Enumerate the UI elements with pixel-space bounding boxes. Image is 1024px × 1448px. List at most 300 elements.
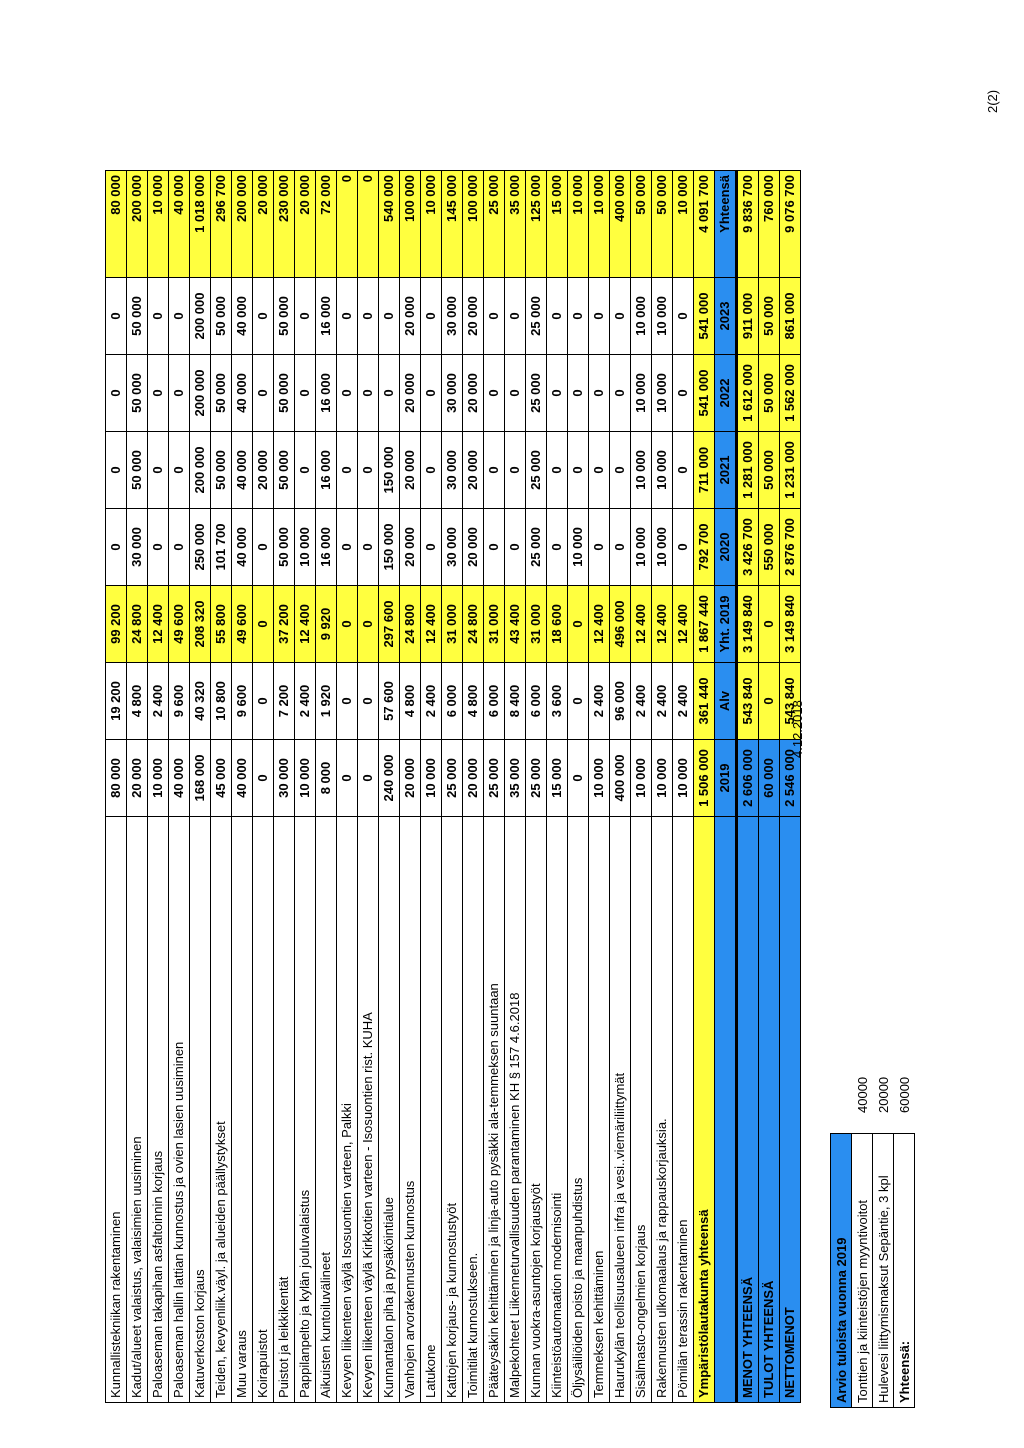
cell-alv: 0 xyxy=(337,663,358,740)
cell-label: Pappilanpelto ja kylän jouluvalaistus xyxy=(295,817,316,1403)
cell-total: 540 000 xyxy=(379,171,400,278)
cell-c2022: 0 xyxy=(484,355,505,432)
cell-c2022: 0 xyxy=(358,355,379,432)
cell-c2023: 0 xyxy=(379,278,400,355)
cell-alv: 19 200 xyxy=(106,663,127,740)
cell-c2019: 20 000 xyxy=(400,740,421,817)
page-number: 2(2) xyxy=(985,89,1000,113)
cell-c2022: 2022 xyxy=(715,355,737,432)
table-row xyxy=(442,171,463,1403)
cell-c2020: 10 000 xyxy=(631,509,652,586)
table-row xyxy=(484,171,505,1403)
cell-c2020: 0 xyxy=(610,509,631,586)
cell-total: 80 000 xyxy=(106,171,127,278)
cell-c2023: 0 xyxy=(568,278,589,355)
cell-alv: 2 400 xyxy=(589,663,610,740)
cell-c2019: 10 000 xyxy=(148,740,169,817)
cell-yht2019: 12 400 xyxy=(631,586,652,663)
cell-c2022: 0 xyxy=(673,355,694,432)
cell-alv: 2 400 xyxy=(631,663,652,740)
budget-table xyxy=(105,170,801,1403)
cell-total: 10 000 xyxy=(421,171,442,278)
cell-alv: 4 800 xyxy=(127,663,148,740)
cell-c2023: 0 xyxy=(148,278,169,355)
cell-c2019: 60 000 xyxy=(759,740,780,817)
cell-c2020: 2020 xyxy=(715,509,737,586)
cell-total: 100 000 xyxy=(463,171,484,278)
cell-total: 145 000 xyxy=(442,171,463,278)
cell-alv: 7 200 xyxy=(274,663,295,740)
cell-label: Puistot ja leikkikentät xyxy=(274,817,295,1403)
cell-c2022: 0 xyxy=(421,355,442,432)
cell-label: Koirapuistot xyxy=(253,817,274,1403)
cell-c2019: 400 000 xyxy=(610,740,631,817)
cell-c2020: 0 xyxy=(547,509,568,586)
estimate-total-label: Yhteensä: xyxy=(894,1134,915,1408)
cell-alv: 3 600 xyxy=(547,663,568,740)
cell-c2019: 40 000 xyxy=(169,740,190,817)
cell-c2020: 0 xyxy=(106,509,127,586)
cell-c2022: 0 xyxy=(589,355,610,432)
cell-c2020: 20 000 xyxy=(400,509,421,586)
cell-yht2019: 1 867 440 xyxy=(694,586,715,663)
cell-c2023: 20 000 xyxy=(463,278,484,355)
cell-yht2019: 12 400 xyxy=(673,586,694,663)
table-row xyxy=(568,171,589,1403)
cell-total: 1 018 000 xyxy=(190,171,211,278)
cell-alv: 543 840 xyxy=(780,663,801,740)
cell-total: 0 xyxy=(337,171,358,278)
table-row xyxy=(316,171,337,1403)
cell-c2023: 911 000 xyxy=(737,278,759,355)
cell-total: 9 836 700 xyxy=(737,171,759,278)
estimate-row-label: Tonttien ja kiinteistöjen myyntivoitot xyxy=(852,1134,873,1408)
cell-label: Muu varaus xyxy=(232,817,253,1403)
cell-total: 125 000 xyxy=(526,171,547,278)
cell-alv: 9 600 xyxy=(232,663,253,740)
table-row xyxy=(652,171,673,1403)
cell-alv: 543 840 xyxy=(737,663,759,740)
estimate-row-value: 20000 xyxy=(875,1076,891,1113)
cell-yht2019: 3 149 840 xyxy=(737,586,759,663)
cell-total: 20 000 xyxy=(253,171,274,278)
cell-c2020: 101 700 xyxy=(211,509,232,586)
cell-c2020: 10 000 xyxy=(295,509,316,586)
cell-c2019: 35 000 xyxy=(505,740,526,817)
cell-c2020: 16 000 xyxy=(316,509,337,586)
cell-label: Kunnantalon piha ja pysäköintialue xyxy=(379,817,400,1403)
cell-c2023: 0 xyxy=(253,278,274,355)
cell-c2022: 0 xyxy=(169,355,190,432)
cell-yht2019: Yht. 2019 xyxy=(715,586,737,663)
table-row xyxy=(295,171,316,1403)
cell-yht2019: 12 400 xyxy=(589,586,610,663)
cell-c2023: 50 000 xyxy=(211,278,232,355)
cell-c2023: 10 000 xyxy=(652,278,673,355)
table-row xyxy=(211,171,232,1403)
cell-c2020: 0 xyxy=(253,509,274,586)
cell-alv: 2 400 xyxy=(295,663,316,740)
cell-yht2019: 37 200 xyxy=(274,586,295,663)
cell-yht2019: 12 400 xyxy=(421,586,442,663)
estimate-total-value: 60000 xyxy=(896,1076,912,1113)
cell-yht2019: 12 400 xyxy=(652,586,673,663)
cell-c2019: 10 000 xyxy=(295,740,316,817)
cell-c2023: 0 xyxy=(673,278,694,355)
cell-c2022: 0 xyxy=(295,355,316,432)
cell-yht2019: 12 400 xyxy=(148,586,169,663)
cell-c2023: 25 000 xyxy=(526,278,547,355)
cell-c2022: 0 xyxy=(610,355,631,432)
cell-yht2019: 496 000 xyxy=(610,586,631,663)
cell-alv: 2 400 xyxy=(652,663,673,740)
cell-alv: 0 xyxy=(759,663,780,740)
cell-c2020: 40 000 xyxy=(232,509,253,586)
cell-c2021: 0 xyxy=(169,432,190,509)
table-row xyxy=(463,171,484,1403)
cell-label: Ympäristölautakunta yhteensä xyxy=(694,817,715,1403)
income-estimate-table xyxy=(830,1013,915,1408)
table-row xyxy=(526,171,547,1403)
cell-c2019: 40 000 xyxy=(232,740,253,817)
cell-c2020: 10 000 xyxy=(652,509,673,586)
cell-c2019: 0 xyxy=(253,740,274,817)
cell-c2021: 50 000 xyxy=(759,432,780,509)
cell-c2021: 0 xyxy=(106,432,127,509)
cell-total: 72 000 xyxy=(316,171,337,278)
cell-c2020: 25 000 xyxy=(526,509,547,586)
cell-total: 10 000 xyxy=(568,171,589,278)
cell-label: TULOT YHTEENSÄ xyxy=(759,817,780,1403)
cell-c2021: 20 000 xyxy=(253,432,274,509)
cell-total: 200 000 xyxy=(232,171,253,278)
cell-alv: 0 xyxy=(253,663,274,740)
cell-c2021: 0 xyxy=(148,432,169,509)
cell-c2022: 50 000 xyxy=(759,355,780,432)
cell-c2021: 0 xyxy=(673,432,694,509)
cell-c2022: 0 xyxy=(505,355,526,432)
cell-c2023: 16 000 xyxy=(316,278,337,355)
cell-alv: 4 800 xyxy=(400,663,421,740)
cell-c2021: 150 000 xyxy=(379,432,400,509)
table-row xyxy=(505,171,526,1403)
cell-c2019: 8 000 xyxy=(316,740,337,817)
cell-c2022: 1 562 000 xyxy=(780,355,801,432)
cell-total: 296 700 xyxy=(211,171,232,278)
cell-c2021: 0 xyxy=(610,432,631,509)
cell-c2019: 10 000 xyxy=(652,740,673,817)
cell-total: 50 000 xyxy=(631,171,652,278)
cell-c2022: 20 000 xyxy=(400,355,421,432)
cell-c2021: 50 000 xyxy=(127,432,148,509)
cell-c2020: 550 000 xyxy=(759,509,780,586)
cell-c2022: 10 000 xyxy=(652,355,673,432)
cell-alv: 0 xyxy=(358,663,379,740)
cell-c2019: 15 000 xyxy=(547,740,568,817)
cell-c2023: 0 xyxy=(589,278,610,355)
table-row xyxy=(169,171,190,1403)
cell-yht2019: 31 000 xyxy=(442,586,463,663)
cell-alv: 40 320 xyxy=(190,663,211,740)
cell-yht2019: 0 xyxy=(759,586,780,663)
cell-label: Haurukylän teollisuusalueen infra ja vesi..viemäriliittymät xyxy=(610,817,631,1403)
cell-yht2019: 208 320 xyxy=(190,586,211,663)
cell-c2020: 0 xyxy=(337,509,358,586)
cell-c2020: 250 000 xyxy=(190,509,211,586)
cell-c2019: 45 000 xyxy=(211,740,232,817)
cell-c2019: 20 000 xyxy=(127,740,148,817)
cell-c2019: 2 546 000 xyxy=(780,740,801,817)
cell-c2019: 168 000 xyxy=(190,740,211,817)
cell-alv: 361 440 xyxy=(694,663,715,740)
cell-c2022: 541 000 xyxy=(694,355,715,432)
cell-yht2019: 0 xyxy=(253,586,274,663)
cell-c2023: 10 000 xyxy=(631,278,652,355)
cell-c2021: 0 xyxy=(337,432,358,509)
cell-yht2019: 43 400 xyxy=(505,586,526,663)
summary-row xyxy=(780,171,801,1403)
table-row xyxy=(589,171,610,1403)
cell-c2021: 30 000 xyxy=(442,432,463,509)
cell-c2023: 0 xyxy=(547,278,568,355)
table-row xyxy=(421,171,442,1403)
table-row xyxy=(337,171,358,1403)
table-row xyxy=(232,171,253,1403)
cell-c2021: 0 xyxy=(358,432,379,509)
cell-label: Vanhojen arvorakennusten kunnostus xyxy=(400,817,421,1403)
table-row xyxy=(127,171,148,1403)
cell-label: Kunnan vuokra-asuntojen korjaustyöt xyxy=(526,817,547,1403)
cell-c2020: 150 000 xyxy=(379,509,400,586)
cell-c2023: 50 000 xyxy=(759,278,780,355)
cell-c2019: 2 606 000 xyxy=(737,740,759,817)
table-row xyxy=(148,171,169,1403)
cell-label: Öljysäiliöiden poisto ja maanpuhdistus xyxy=(568,817,589,1403)
cell-alv: 6 000 xyxy=(484,663,505,740)
cell-c2022: 0 xyxy=(379,355,400,432)
cell-c2019: 25 000 xyxy=(442,740,463,817)
cell-c2019: 0 xyxy=(358,740,379,817)
cell-c2022: 10 000 xyxy=(631,355,652,432)
cell-c2020: 0 xyxy=(169,509,190,586)
cell-c2019: 10 000 xyxy=(589,740,610,817)
table-row xyxy=(253,171,274,1403)
cell-c2021: 50 000 xyxy=(211,432,232,509)
cell-c2021: 711 000 xyxy=(694,432,715,509)
cell-label: Paloaseman hallin lattian kunnostus ja ovien lasien uusiminen xyxy=(169,817,190,1403)
cell-c2023: 50 000 xyxy=(127,278,148,355)
cell-c2022: 0 xyxy=(148,355,169,432)
cell-c2022: 25 000 xyxy=(526,355,547,432)
cell-alv: 4 800 xyxy=(463,663,484,740)
cell-yht2019: 3 149 840 xyxy=(780,586,801,663)
cell-total: 15 000 xyxy=(547,171,568,278)
cell-yht2019: 31 000 xyxy=(484,586,505,663)
cell-c2023: 0 xyxy=(484,278,505,355)
cell-c2020: 30 000 xyxy=(127,509,148,586)
column-header-row xyxy=(715,171,737,1403)
cell-total: 4 091 700 xyxy=(694,171,715,278)
cell-label: Kadut/alueet valaistus, valaisimien uusiminen xyxy=(127,817,148,1403)
cell-c2021: 20 000 xyxy=(463,432,484,509)
cell-c2019: 10 000 xyxy=(673,740,694,817)
cell-c2021: 40 000 xyxy=(232,432,253,509)
table-row xyxy=(274,171,295,1403)
cell-alv: 57 600 xyxy=(379,663,400,740)
cell-alv: Alv xyxy=(715,663,737,740)
cell-c2020: 0 xyxy=(484,509,505,586)
cell-c2021: 0 xyxy=(589,432,610,509)
cell-c2020: 792 700 xyxy=(694,509,715,586)
document-date: 4.12.2018 xyxy=(790,700,805,758)
cell-c2023: 0 xyxy=(505,278,526,355)
cell-c2022: 50 000 xyxy=(274,355,295,432)
cell-label: Kevyen liikenteen väylä Isosuontien varteen, Palkki xyxy=(337,817,358,1403)
cell-c2023: 2023 xyxy=(715,278,737,355)
cell-c2023: 0 xyxy=(337,278,358,355)
table-row xyxy=(631,171,652,1403)
cell-yht2019: 31 000 xyxy=(526,586,547,663)
cell-total: 10 000 xyxy=(673,171,694,278)
cell-alv: 2 400 xyxy=(421,663,442,740)
cell-label: Sisälmasto-ongelmien korjaus xyxy=(631,817,652,1403)
cell-label: Malpekohteet Liikenneturvallisuuden parantaminen KH § 157 4.6.2018 xyxy=(505,817,526,1403)
cell-c2023: 861 000 xyxy=(780,278,801,355)
cell-yht2019: 24 800 xyxy=(400,586,421,663)
cell-total: 40 000 xyxy=(169,171,190,278)
cell-alv: 96 000 xyxy=(610,663,631,740)
cell-c2022: 30 000 xyxy=(442,355,463,432)
estimate-row-value: 40000 xyxy=(854,1076,870,1113)
cell-label: Temmeksen kehittäminen xyxy=(589,817,610,1403)
cell-c2020: 50 000 xyxy=(274,509,295,586)
cell-label: Toimitilat kunnostukseen. xyxy=(463,817,484,1403)
cell-c2023: 0 xyxy=(106,278,127,355)
cell-c2021: 0 xyxy=(568,432,589,509)
cell-c2022: 20 000 xyxy=(463,355,484,432)
cell-label: Kattojen korjaus- ja kunnostustyöt xyxy=(442,817,463,1403)
cell-c2022: 50 000 xyxy=(211,355,232,432)
cell-alv: 2 400 xyxy=(148,663,169,740)
cell-yht2019: 0 xyxy=(358,586,379,663)
cell-c2023: 200 000 xyxy=(190,278,211,355)
cell-label: Kunnallistekniikan rakentaminen xyxy=(106,817,127,1403)
cell-label: Kevyen liikenteen väylä Kirkkotien varteen - Isosuontien rist. KUHA xyxy=(358,817,379,1403)
cell-c2022: 40 000 xyxy=(232,355,253,432)
cell-label: Latukone xyxy=(421,817,442,1403)
cell-c2022: 1 612 000 xyxy=(737,355,759,432)
cell-c2021: 1 231 000 xyxy=(780,432,801,509)
cell-c2021: 2021 xyxy=(715,432,737,509)
cell-alv: 2 400 xyxy=(673,663,694,740)
cell-total: Yhteensä xyxy=(715,171,737,278)
cell-c2021: 0 xyxy=(295,432,316,509)
cell-c2021: 0 xyxy=(421,432,442,509)
cell-c2019: 20 000 xyxy=(463,740,484,817)
cell-label: MENOT YHTEENSÄ xyxy=(737,817,759,1403)
cell-c2021: 16 000 xyxy=(316,432,337,509)
cell-c2023: 0 xyxy=(295,278,316,355)
cell-c2021: 50 000 xyxy=(274,432,295,509)
cell-total: 760 000 xyxy=(759,171,780,278)
cell-c2020: 0 xyxy=(421,509,442,586)
cell-c2022: 200 000 xyxy=(190,355,211,432)
cell-c2020: 0 xyxy=(673,509,694,586)
cell-label xyxy=(715,817,737,1403)
cell-yht2019: 0 xyxy=(568,586,589,663)
cell-c2021: 0 xyxy=(547,432,568,509)
cell-label: Aikuisten kuntoiluvälineet xyxy=(316,817,337,1403)
estimate-row-label: Hulevesi liittymismaksut Sepäntie, 3 kpl xyxy=(873,1134,894,1408)
cell-total: 100 000 xyxy=(400,171,421,278)
cell-c2022: 50 000 xyxy=(127,355,148,432)
table-row xyxy=(106,171,127,1403)
cell-c2019: 30 000 xyxy=(274,740,295,817)
cell-c2019: 80 000 xyxy=(106,740,127,817)
cell-total: 25 000 xyxy=(484,171,505,278)
table-row xyxy=(610,171,631,1403)
cell-c2023: 0 xyxy=(169,278,190,355)
cell-c2021: 0 xyxy=(505,432,526,509)
cell-yht2019: 9 920 xyxy=(316,586,337,663)
cell-c2023: 50 000 xyxy=(274,278,295,355)
cell-alv: 0 xyxy=(568,663,589,740)
cell-c2019: 1 506 000 xyxy=(694,740,715,817)
cell-c2021: 1 281 000 xyxy=(737,432,759,509)
cell-yht2019: 49 600 xyxy=(232,586,253,663)
cell-alv: 6 000 xyxy=(442,663,463,740)
cell-c2020: 0 xyxy=(148,509,169,586)
cell-label: Teiden, kevyenliik.väyl. ja alueiden päällystykset xyxy=(211,817,232,1403)
cell-c2023: 30 000 xyxy=(442,278,463,355)
cell-label: Paloaseman takapihan asfaltoinnin korjaus xyxy=(148,817,169,1403)
cell-label: Pääteysäkin kehittäminen ja linja-auto pysäkki ala-temmeksen suuntaan xyxy=(484,817,505,1403)
cell-c2019: 10 000 xyxy=(631,740,652,817)
table-row xyxy=(358,171,379,1403)
cell-total: 230 000 xyxy=(274,171,295,278)
cell-c2023: 0 xyxy=(358,278,379,355)
cell-total: 400 000 xyxy=(610,171,631,278)
table-row xyxy=(379,171,400,1403)
cell-c2021: 10 000 xyxy=(652,432,673,509)
table-row xyxy=(190,171,211,1403)
cell-total: 0 xyxy=(358,171,379,278)
cell-c2019: 0 xyxy=(568,740,589,817)
cell-c2021: 0 xyxy=(484,432,505,509)
cell-c2019: 25 000 xyxy=(526,740,547,817)
cell-yht2019: 18 600 xyxy=(547,586,568,663)
cell-c2020: 0 xyxy=(358,509,379,586)
cell-alv: 1 920 xyxy=(316,663,337,740)
cell-c2020: 2 876 700 xyxy=(780,509,801,586)
table-row xyxy=(547,171,568,1403)
cell-total: 35 000 xyxy=(505,171,526,278)
cell-c2019: 0 xyxy=(337,740,358,817)
cell-c2022: 0 xyxy=(106,355,127,432)
cell-c2023: 40 000 xyxy=(232,278,253,355)
cell-yht2019: 297 600 xyxy=(379,586,400,663)
cell-alv: 9 600 xyxy=(169,663,190,740)
cell-c2020: 20 000 xyxy=(463,509,484,586)
cell-c2023: 541 000 xyxy=(694,278,715,355)
cell-yht2019: 12 400 xyxy=(295,586,316,663)
cell-c2020: 0 xyxy=(505,509,526,586)
cell-c2023: 20 000 xyxy=(400,278,421,355)
cell-c2019: 2019 xyxy=(715,740,737,817)
cell-c2022: 0 xyxy=(253,355,274,432)
cell-c2021: 25 000 xyxy=(526,432,547,509)
cell-yht2019: 99 200 xyxy=(106,586,127,663)
